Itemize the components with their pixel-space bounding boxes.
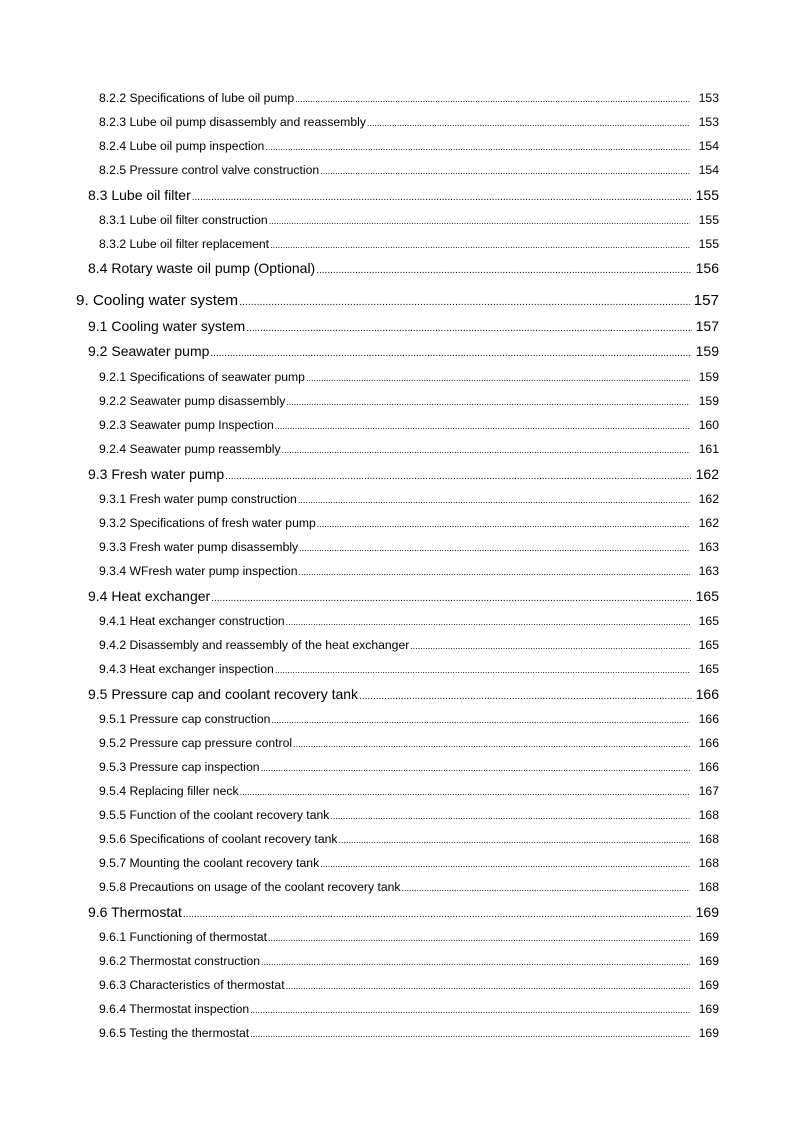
toc-entry-page: 165 [695, 588, 719, 604]
toc-entry-page: 163 [698, 540, 719, 554]
toc-entry-8-2-4[interactable] [99, 139, 719, 153]
dot-leader [320, 856, 690, 870]
dot-leader [250, 1026, 690, 1040]
dot-leader [338, 832, 690, 846]
dot-leader [293, 736, 690, 750]
toc-entry-page: 159 [698, 370, 719, 384]
toc-entry-9-5-2[interactable] [99, 736, 719, 750]
dot-leader [299, 540, 690, 554]
toc-entry-9-2-1[interactable] [99, 370, 719, 384]
dot-leader [271, 712, 690, 726]
toc-entry-page: 168 [698, 808, 719, 822]
toc-entry-title: 9.5.3 Pressure cap inspection [99, 760, 260, 774]
dot-leader [183, 904, 692, 920]
toc-entry-title: 8.3.2 Lube oil filter replacement [99, 237, 270, 251]
toc-entry-title: 9.4 Heat exchanger [88, 588, 211, 604]
dot-leader [265, 139, 690, 153]
dot-leader [320, 163, 690, 177]
toc-entry-title: 9.5.4 Replacing filler neck [99, 784, 239, 798]
toc-entry-9-5-7[interactable] [99, 856, 719, 870]
toc-entry-page: 157 [695, 318, 719, 334]
toc-entry-9-6-5[interactable] [99, 1026, 719, 1040]
toc-entry-9-5[interactable] [88, 686, 719, 702]
toc-entry-title: 9.5.6 Specifications of coolant recovery tank [99, 832, 338, 846]
dot-leader [286, 614, 690, 628]
toc-entry-9-6-1[interactable] [99, 930, 719, 944]
dot-leader [261, 760, 690, 774]
dot-leader [330, 808, 690, 822]
toc-entry-page: 168 [698, 832, 719, 846]
dot-leader [317, 516, 690, 530]
toc-entry-page: 166 [698, 712, 719, 726]
toc-entry-title: 9.5.8 Precautions on usage of the coolant recovery tank [99, 880, 401, 894]
toc-entry-8-2-3[interactable] [99, 115, 719, 129]
toc-entry-title: 9.1 Cooling water system [88, 318, 246, 334]
dot-leader [316, 260, 692, 276]
toc-entry-8-3[interactable] [88, 187, 719, 203]
toc-entry-page: 162 [698, 492, 719, 506]
dot-leader [295, 91, 690, 105]
toc-entry-title: 9.2 Seawater pump [88, 343, 210, 359]
toc-entry-title: 9.6.4 Thermostat inspection [99, 1002, 250, 1016]
dot-leader [225, 466, 692, 482]
toc-entry-9-3-1[interactable] [99, 492, 719, 506]
toc-entry-title: 9.5 Pressure cap and coolant recovery tank [88, 686, 359, 702]
toc-entry-page: 169 [698, 930, 719, 944]
toc-entry-title: 8.3.1 Lube oil filter construction [99, 213, 268, 227]
toc-entry-page: 153 [698, 91, 719, 105]
toc-entry-9-5-8[interactable] [99, 880, 719, 894]
toc-entry-9-5-1[interactable] [99, 712, 719, 726]
toc-entry-title: 9.6.5 Testing the thermostat [99, 1026, 250, 1040]
dot-leader [275, 662, 690, 676]
toc-entry-page: 169 [698, 1002, 719, 1016]
toc-entry-9-6-3[interactable] [99, 978, 719, 992]
dot-leader [286, 394, 690, 408]
toc-entry-9[interactable] [76, 292, 719, 309]
toc-entry-page: 169 [698, 954, 719, 968]
toc-entry-title: 9.5.5 Function of the coolant recovery tank [99, 808, 330, 822]
toc-entry-page: 162 [698, 516, 719, 530]
toc-entry-9-3-3[interactable] [99, 540, 719, 554]
dot-leader [275, 418, 690, 432]
toc-entry-9-3-4[interactable] [99, 564, 719, 578]
toc-entry-page: 163 [698, 564, 719, 578]
toc-entry-title: 8.2.4 Lube oil pump inspection [99, 139, 265, 153]
toc-entry-8-3-2[interactable] [99, 237, 719, 251]
toc-entry-page: 154 [698, 139, 719, 153]
toc-entry-9-5-5[interactable] [99, 808, 719, 822]
toc-entry-9-4[interactable] [88, 588, 719, 604]
toc-entry-title: 8.2.2 Specifications of lube oil pump [99, 91, 295, 105]
toc-entry-9-4-1[interactable] [99, 614, 719, 628]
toc-entry-title: 9.3.3 Fresh water pump disassembly [99, 540, 299, 554]
toc-entry-page: 168 [698, 856, 719, 870]
toc-entry-page: 157 [693, 292, 719, 309]
toc-entry-title: 9.6.1 Functioning of thermostat [99, 930, 268, 944]
toc-entry-title: 9.2.4 Seawater pump reassembly [99, 442, 281, 456]
dot-leader [359, 686, 692, 702]
dot-leader [210, 343, 692, 359]
toc-entry-9-2-3[interactable] [99, 418, 719, 432]
toc-entry-title: 9.3 Fresh water pump [88, 466, 225, 482]
toc-entry-title: 9.6 Thermostat [88, 904, 182, 920]
toc-entry-title: 9.4.1 Heat exchanger construction [99, 614, 285, 628]
toc-entry-9-6-4[interactable] [99, 1002, 719, 1016]
toc-entry-9-5-4[interactable] [99, 784, 719, 798]
toc-entry-page: 159 [698, 394, 719, 408]
toc-entry-page: 155 [698, 213, 719, 227]
toc-entry-page: 169 [698, 1026, 719, 1040]
toc-entry-title: 9. Cooling water system [76, 292, 239, 309]
toc-entry-title: 9.2.3 Seawater pump Inspection [99, 418, 274, 432]
toc-entry-page: 154 [698, 163, 719, 177]
toc-entry-8-2-2[interactable] [99, 91, 719, 105]
toc-entry-page: 169 [695, 904, 719, 920]
toc-entry-page: 166 [698, 760, 719, 774]
toc-entry-title: 9.5.2 Pressure cap pressure control [99, 736, 293, 750]
dot-leader [250, 1002, 690, 1016]
toc-entry-9-5-3[interactable] [99, 760, 719, 774]
toc-entry-page: 153 [698, 115, 719, 129]
dot-leader [402, 880, 691, 894]
toc-entry-page: 166 [698, 736, 719, 750]
toc-entry-8-4[interactable] [88, 260, 719, 276]
toc-entry-page: 165 [698, 662, 719, 676]
toc-entry-9-6[interactable] [88, 904, 719, 920]
toc-entry-title: 9.6.2 Thermostat construction [99, 954, 261, 968]
dot-leader [261, 954, 690, 968]
toc-entry-page: 168 [698, 880, 719, 894]
dot-leader [282, 442, 690, 456]
toc-entry-title: 9.6.3 Characteristics of thermostat [99, 978, 285, 992]
dot-leader [367, 115, 690, 129]
dot-leader [240, 784, 690, 798]
dot-leader [298, 492, 690, 506]
dot-leader [269, 213, 690, 227]
toc-entry-8-2-5[interactable] [99, 163, 719, 177]
toc-entry-page: 166 [695, 686, 719, 702]
toc-entry-title: 9.2.2 Seawater pump disassembly [99, 394, 286, 408]
toc-entry-title: 8.2.3 Lube oil pump disassembly and reassembly [99, 115, 366, 129]
toc-entry-8-3-1[interactable] [99, 213, 719, 227]
dot-leader [298, 564, 690, 578]
toc-entry-9-2[interactable] [88, 343, 719, 359]
toc-entry-title: 9.5.7 Mounting the coolant recovery tank [99, 856, 320, 870]
toc-entry-9-6-2[interactable] [99, 954, 719, 968]
toc-entry-title: 8.2.5 Pressure control valve construction [99, 163, 320, 177]
toc-entry-9-1[interactable] [88, 318, 719, 334]
dot-leader [268, 930, 690, 944]
toc-entry-9-5-6[interactable] [99, 832, 719, 846]
toc-entry-9-2-4[interactable] [99, 442, 719, 456]
toc-entry-title: 9.5.1 Pressure cap construction [99, 712, 271, 726]
dot-leader [306, 370, 690, 384]
toc-entry-9-3-2[interactable] [99, 516, 719, 530]
toc-entry-title: 9.2.1 Specifications of seawater pump [99, 370, 305, 384]
toc-entry-page: 160 [698, 418, 719, 432]
toc-entry-title: 8.4 Rotary waste oil pump (Optional) [88, 260, 316, 276]
toc-entry-page: 167 [698, 784, 719, 798]
dot-leader [270, 237, 690, 251]
toc-entry-page: 162 [695, 466, 719, 482]
dot-leader [239, 292, 690, 309]
toc-entry-title: 9.4.3 Heat exchanger inspection [99, 662, 274, 676]
toc-entry-title: 9.3.2 Specifications of fresh water pump [99, 516, 316, 530]
toc-entry-title: 8.3 Lube oil filter [88, 187, 191, 203]
dot-leader [410, 638, 690, 652]
toc-entry-page: 156 [695, 260, 719, 276]
dot-leader [211, 588, 692, 604]
toc-entry-page: 159 [695, 343, 719, 359]
dot-leader [246, 318, 692, 334]
toc-entry-title: 9.3.4 WFresh water pump inspection [99, 564, 298, 578]
toc-entry-page: 165 [698, 638, 719, 652]
toc-entry-9-2-2[interactable] [99, 394, 719, 408]
toc-entry-page: 169 [698, 978, 719, 992]
toc-entry-page: 155 [695, 187, 719, 203]
dot-leader [192, 187, 692, 203]
toc-entry-title: 9.3.1 Fresh water pump construction [99, 492, 297, 506]
toc-entry-title: 9.4.2 Disassembly and reassembly of the heat exchanger [99, 638, 410, 652]
toc-entry-9-3[interactable] [88, 466, 719, 482]
toc-entry-page: 155 [698, 237, 719, 251]
toc-entry-9-4-3[interactable] [99, 662, 719, 676]
dot-leader [286, 978, 690, 992]
toc-entry-9-4-2[interactable] [99, 638, 719, 652]
toc-entry-page: 161 [698, 442, 719, 456]
toc-entry-page: 165 [698, 614, 719, 628]
